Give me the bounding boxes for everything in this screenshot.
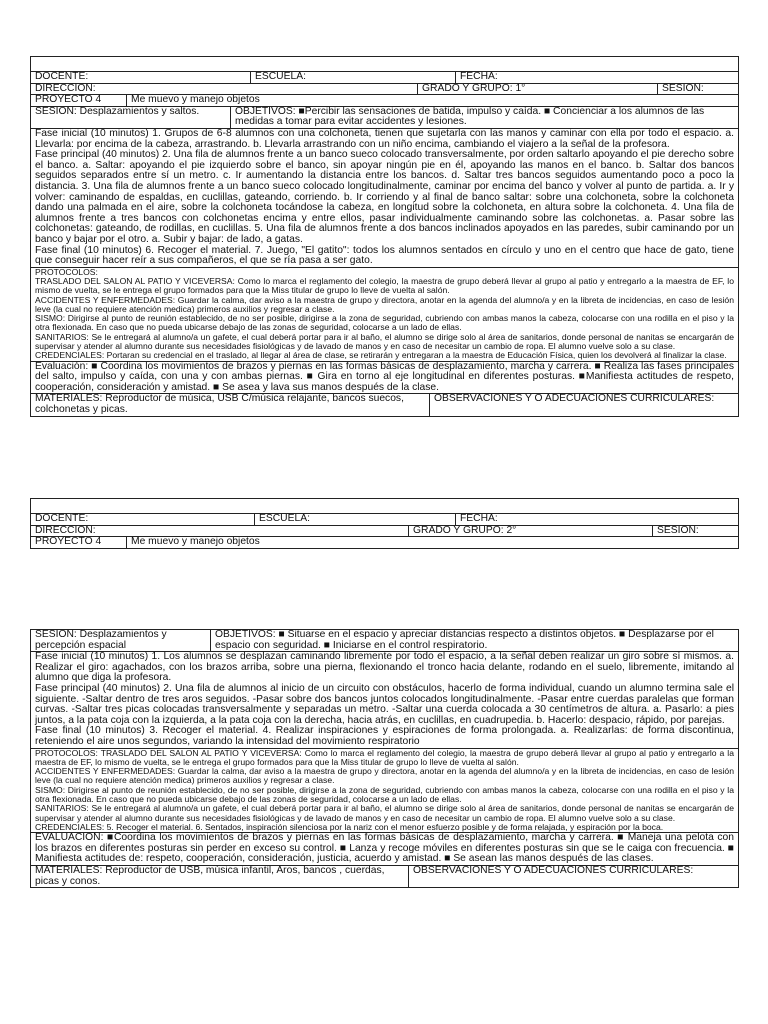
sesion-tema: SESIÓN: Desplazamientos y percepción espacial [35,630,167,651]
observaciones: OBSERVACIONES Y O ADECUACIONES CURRICULARES: [429,394,738,415]
proyecto-nombre: Me muevo y manejo objetos [126,537,281,548]
protocolos-row [31,748,738,833]
protocolos-title: PROTOCOLOS: [35,267,98,277]
header-row-direccion [31,83,738,95]
grado-grupo-label: GRADO Y GRUPO: 1° [417,84,657,95]
protocolo-traslado: TRASLADO DEL SALON AL PATIO Y VICEVERSA: Como lo marca el reglamento del colegio, la maestra de grupo deberá llevar al grupo al patio y entregarlo a la maestra de EF, lo mismo de vuelta, se le entrega el grupo formados para que la Miss titular de grupo lo lleve de vuelta al salón. [35,275,734,296]
protocolo-accidentes: ACCIDENTES Y ENFERMEDADES: Guardar la calma, dar aviso a la maestra de grupo y directora, anotar en la agenda del alumno/a y en la libreta de incidencias, en caso de lesión leve (la cual no requiere atención medica) primeros auxilios y regresar a clase. [35,766,734,786]
proyecto-empty [281,95,738,106]
protocolo-traslado: PROTOCOLOS: TRASLADO DEL SALON AL PATIO Y VICEVERSA: Como lo marca el reglamento del colegio, la maestra de grupo deberá llevar al grupo al patio y entregarlo a la maestra de EF, lo mismo de vuelta, se le entrega el grupo formados para que la Miss titular de grupo lo lleve de vuelta al salón. [35,748,734,767]
fase-inicial: Fase inicial (10 minutos) 1. Los alumnos se desplazan caminando libremente por todo el espacio, a la señal deben realizar un giro sobre sí mismos. a. Realizar el giro: agachados, con los brazos arriba, sobre una pierna, flexionando el tronco hacia delante, rodando en el suelo, libremente, imitando al alumno que diga la profesora. [35,652,734,684]
escuela-label: ESCUELA: [250,72,455,83]
docente-label: DOCENTE: [35,72,89,82]
fases-cell [31,652,738,747]
lesson-plan-table-3 [30,629,739,888]
materiales-row [31,393,738,415]
fase-final: Fase final (10 minutos) 3. Recoger el material. 4. Realizar inspiraciones y espiraciones de forma prolongada. a. Realizarlas: de forma discontinua, reteniendo el aire unos segundos, variando la intensidad del movimiento respiratorio [35,725,734,747]
fase-final: Fase final (10 minutos) 6. Recoger el material. 7. Juego, "El gatito": todos los alumnos sentados en círculo y uno en el centro que hace de gato, tiene que conseguir hacer reír a sus compañeros, el que se ría pasa a ser gato. [35,244,734,267]
lesson-plan-table-1 [30,56,739,417]
protocolo-sismo: SISMO: Dirigirse al punto de reunión establecido, de no ser posible, dirigirse a la zona de seguridad, cubriendo con ambas manos la cabeza, colocarse con una rodilla en el piso y la otra flexionada. En caso que no pueda ubicarse debajo de las zonas de seguridad, colocarse a un lado de ellas. [35,313,734,333]
fases-cell [31,129,738,267]
proyecto-empty [281,537,738,548]
header-row-proyecto [31,536,738,548]
escuela-label: ESCUELA: [254,514,455,525]
fase-inicial: Fase inicial (10 minutos) 1. Grupos de 6-8 alumnos con una colchoneta, tienen que sujetarla con las manos y caminar con ella por todo el espacio. a. Llevarla: por encima de la cabeza, arrastrando. b. Llevarla arrastrando con un niño encima, cambiando el viajero a la señal de la profesora. [35,128,734,150]
materiales-row [31,865,738,887]
sesion-label: SESIÓN: [657,84,738,95]
proyecto-label: PROYECTO 4 [35,537,102,548]
evaluacion-row [31,361,738,394]
direccion-label: DIRECCION: [35,525,96,536]
protocolo-credenciales: CREDENCIALES: 5. Recoger el material. 6. Sentados, inspiración silenciosa por la nariz con el menor esfuerzo posible y de forma relajada, y espiración por la boca. [35,821,664,832]
header-row-proyecto [31,94,738,106]
protocolos-cell [31,268,738,361]
fase-principal: Fase principal (40 minutos) 2. Una fila de alumnos al inicio de un circuito con obstáculos, hacerlo de forma individual, cuando un alumno termina sale el siguiente. -Saltar dentro de tres aros seguidos. -Pasar sobre dos bancos juntos colocados longitudinalmente. -Pasar entre cuerdas paralelas que forman curvas. -Saltar tres picas colocadas transversalmente y separadas un metro. -Saltar una cuerda colocada a 30 centímetros de altura. a. Pasarlo: a pies juntos, a la pata coja con la izquierda, a la pata coja con la derecha, hacia atrás, en cuclillas, en cuadrupedia. b. Hacerlo: despacio, rápido, por parejas. [35,682,734,726]
fase-principal: Fase principal (40 minutos) 2. Una fila de alumnos frente a un banco sueco colocado transversalmente, por orden saltarlo apoyando el pie derecho sobre el banco. a. Saltar: apoyando el pie izquierdo sobre el banco, sin apoyar ningún pie en él, apoyando las manos en el banco. b. Saltar dos bancos seguidos separados entre sí un metro. c. Ir aumentando la distancia entre los bancos. d. Saltar tres bancos seguidos aumentando poco a poco la distancia. 3. Una fila de alumnos frente a un banco sueco colocado longitudinalmente, caminar por encima del banco y volver al punto de partida. a. Ir y volver: caminando de espaldas, en cuclillas, gateando, corriendo. b. Ir corriendo y al final de banco saltar: sobre una colchoneta, sobre la colchoneta dando una palmada en el aire, sobre la colchoneta tocándose la cabeza, en longitud sobre la colchoneta, en altura sobre la colchoneta. 4. Una fila de alumnos frente a tres bancos con colchonetas encima y entre ellos, pasar individualmente caminando sobre las colchonetas. a. Pasar sobre las colchonetas: gateando, de rodillas, en cuclillas. 5. Una fila de alumnos frente a dos bancos inclinados apoyados en las paredes, subir caminando por un banco y bajar por el otro. a. Subir y bajar: de lado, a gatas. [35,149,734,245]
fecha-label: FECHA: [455,72,738,83]
objetivos: OBJETIVOS: ■ Situarse en el espacio y apreciar distancias respecto a distintos objetos. ■ Desplazarse por el espacio con seguridad. ■ Iniciarse en el control respiratorio. [210,630,738,651]
observaciones: OBSERVACIONES Y O ADECUACIONES CURRICULARES: [408,866,738,887]
lesson-plan-table-2 [30,498,739,549]
direccion-label: DIRECCION: [35,83,96,94]
header-row-docente [31,513,738,525]
fecha-label: FECHA: [455,514,738,525]
protocolo-credenciales: CREDENCIALES: Portaran su credencial en el traslado, al llegar al área de clase, se retirarán y entregaran a la maestra de Educación Física, quien los devolverá al finalizar la clase. [35,350,727,361]
materiales: MATERIALES: Reproductor de USB, música infantil, Aros, bancos , cuerdas, picas y conos. [35,865,385,887]
materiales: MATERIALES: Reproductor de música, USB C/música relajante, bancos suecos, colchonetas y picas. [35,394,404,416]
evaluacion-row [31,832,738,865]
protocolo-accidentes: ACCIDENTES Y ENFERMEDADES: Guardar la calma, dar aviso a la maestra de grupo y directora, anotar en la agenda del alumno/a y en la libreta de incidencias, en caso de lesión leve (la cual no requiere atención medica) primeros auxilios y regresar a clase. [35,294,734,314]
sesion-objetivos-row [31,630,738,651]
sesion-tema: SESIÓN: Desplazamientos y saltos. [35,106,200,117]
proyecto-nombre: Me muevo y manejo objetos [126,95,281,106]
header-row-docente [31,71,738,83]
docente-label: DOCENTE: [35,514,89,524]
sesion-objetivos-row [31,106,738,128]
sesion-label: SESIÓN: [652,526,738,537]
header-row-direccion [31,525,738,537]
fases-row [31,651,738,747]
proyecto-label: PROYECTO 4 [35,95,102,106]
protocolo-sanitarios: SANITARIOS: Se le entregará al alumno/a un gafete, el cual deberá portar para ir al baño, el alumno se dirige solo al área de sanitarios, donde personal de nanitas se encargarán de supervisar y atender al alumno durante sus necesidades fisiológicas y de lavado de manos y en caso de necesitar un cambio de ropa. El alumno vuelve solo a su clase. [35,331,734,352]
objetivos: OBJETIVOS: ■Percibir las sensaciones de batida, impulso y caída. ■ Concienciar a los alumnos de las medidas a tomar para evitar accidentes y lesiones. [230,107,738,128]
grado-grupo-label: GRADO Y GRUPO: 2° [408,526,652,537]
protocolo-sanitarios: SANITARIOS: Se le entregará al alumno/a un gafete, el cual deberá portar para ir al baño, el alumno se dirige solo al área de sanitarios, donde personal de nanitas se encargarán de supervisar y atender al alumno durante sus necesidades fisiológicas y de lavado de manos y en caso de necesitar un cambio de ropa. El alumno vuelve solo a su clase. [35,803,734,823]
table-header-spacer [31,57,738,71]
protocolos-row [31,267,738,361]
protocolos-cell [31,749,738,833]
fases-row [31,128,738,267]
evaluacion: EVALUACION: ■Coordina los movimientos de brazos y piernas en las formas básicas de desplazamiento, marcha y carrera. ■ Maneja una pelota con los brazos en diferentes posturas sin perder en exceso su control. ■ Lanza y recoge móviles en diferentes posturas sin que se le caiga con frecuencia. ■ Manifiesta actitudes de: respeto, cooperación, consideración, justicia, acuerdo y amistad. ■ Se asean las manos después de las clases. [35,833,734,865]
evaluacion: Evaluación: ■ Coordina los movimientos de brazos y piernas en las formas básicas de desplazamiento, marcha y carrera. ■ Realiza las fases principales del salto, impulso y caída, con una y con ambas piernas. ■ Gira en torno al eje longitudinal en diferentes posturas. ■Manifiesta actitudes de respeto, cooperación, consideración y amistad. ■ Se asea y lava sus manos después de la clase. [35,361,734,393]
protocolo-sismo: SISMO: Dirigirse al punto de reunión establecido, de no ser posible, dirigirse a la zona de seguridad, cubriendo con ambas manos la cabeza, colocarse con una rodilla en el piso y la otra flexionada. En caso que no pueda ubicarse debajo de las zonas de seguridad, colocarse a un lado de ellas. [35,784,734,805]
table-header-spacer [31,499,738,513]
